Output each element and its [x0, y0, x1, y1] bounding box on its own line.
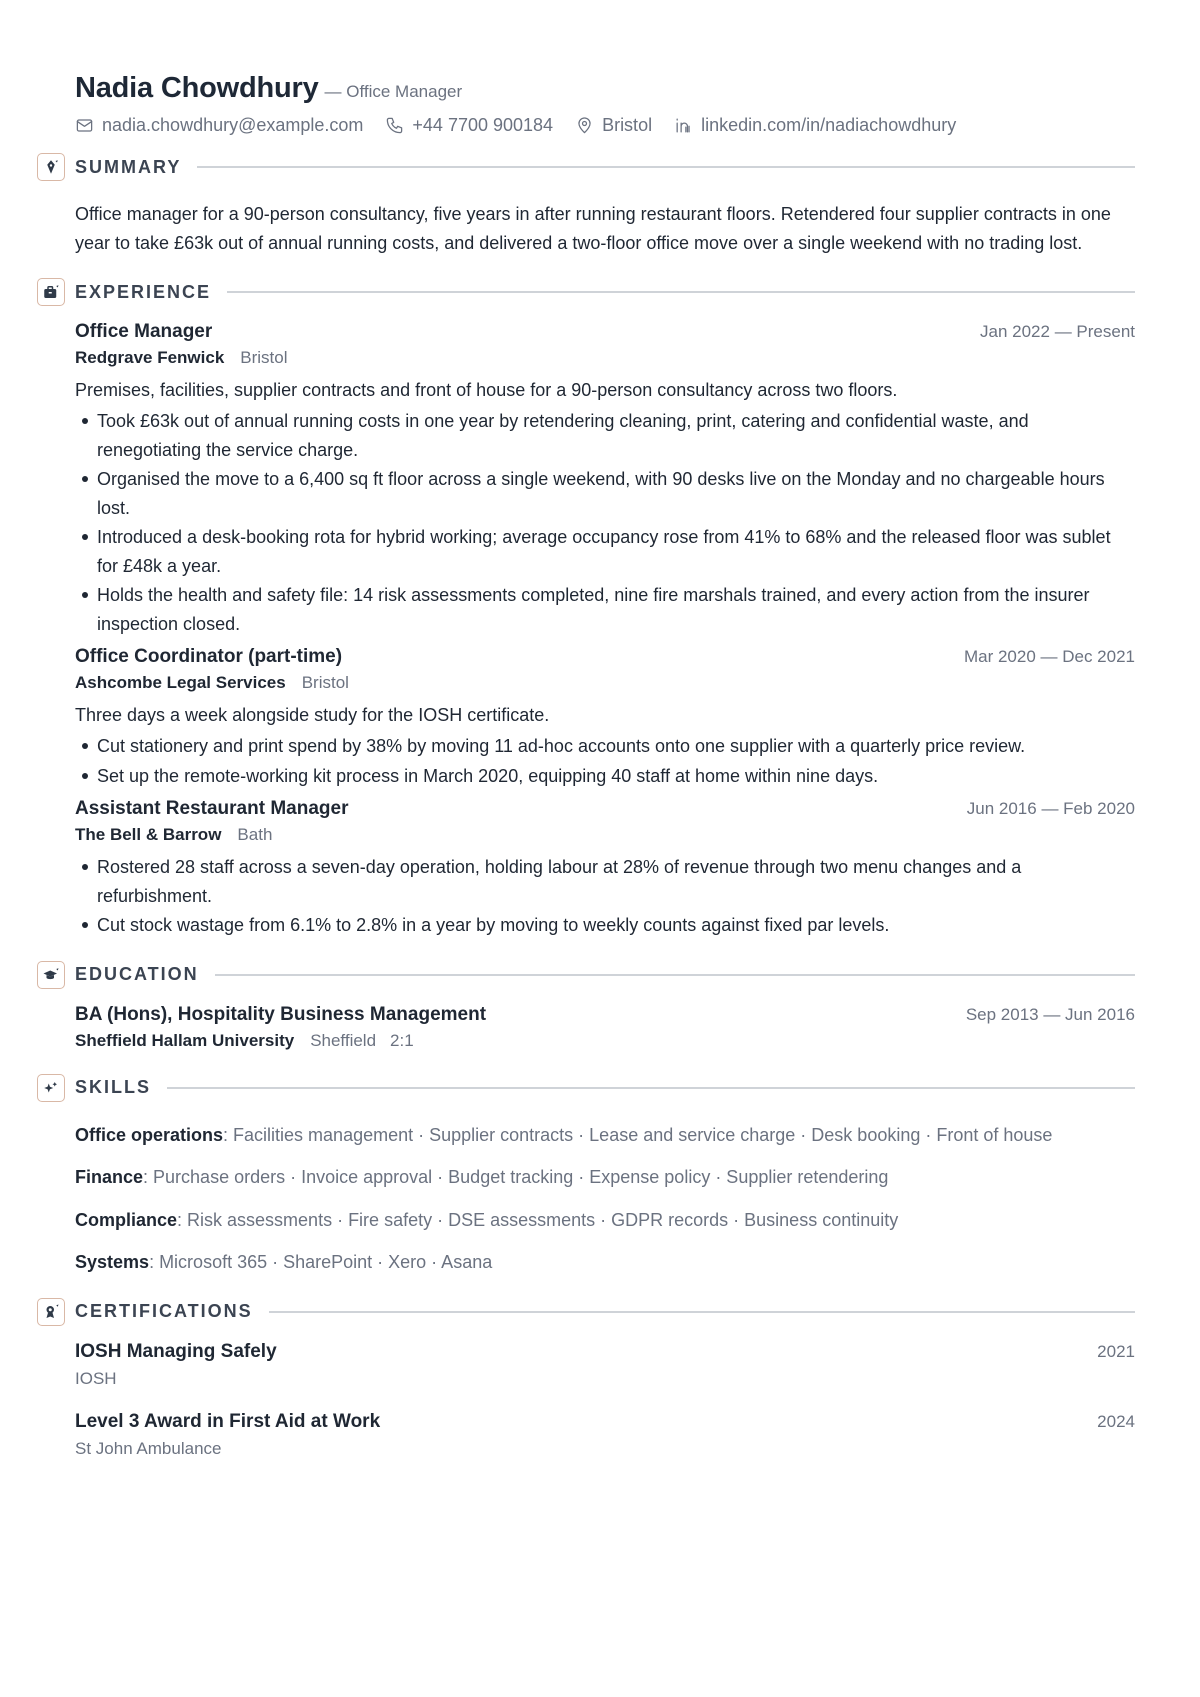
skill-group: [75, 1248, 1135, 1277]
certification-name: IOSH Managing Safely: [75, 1340, 277, 1362]
school-location: Sheffield: [310, 1030, 377, 1050]
skill-group-items: : Risk assessments · Fire safety · DSE assessments · GDPR records · Business continuity: [177, 1209, 899, 1230]
section-divider: [269, 1311, 1135, 1313]
certification-issuer: St John Ambulance: [75, 1438, 222, 1458]
bullet-item: Took £63k out of annual running costs in one year by retendering cleaning, print, catering and confidential waste, and renegotiating the service charge.: [75, 407, 1135, 464]
graduation-cap-icon: [37, 961, 65, 989]
job-title: Office Manager: [75, 321, 213, 342]
section-divider: [227, 291, 1135, 293]
job-entry: [75, 646, 1135, 790]
section-certifications: [75, 1297, 1135, 1459]
section-divider: [215, 974, 1135, 976]
section-header: [75, 1073, 1135, 1103]
section-divider: [167, 1087, 1135, 1089]
job-dates: Jun 2016 — Feb 2020: [966, 799, 1135, 818]
header: [75, 72, 1135, 105]
certification-entry: [75, 1411, 1135, 1459]
briefcase-icon: [37, 278, 65, 306]
certification-year: 2021: [1097, 1341, 1135, 1361]
phone-text: +44 7700 900184: [412, 115, 554, 135]
contact-location: [575, 115, 652, 136]
job-location: Bristol: [301, 673, 349, 692]
job-entry: [75, 321, 1135, 638]
skill-group: [75, 1163, 1135, 1192]
bullet-item: Holds the health and safety file: 14 risk assessments completed, nine fire marshals trained, and every action from the insurer inspection closed.: [75, 581, 1135, 638]
skill-group: [75, 1206, 1135, 1235]
section-title: SUMMARY: [75, 156, 182, 177]
job-dates: Jan 2022 — Present: [980, 322, 1135, 341]
resume-page: [75, 72, 1135, 1459]
job-bullets: [75, 407, 1135, 638]
section-title: EDUCATION: [75, 964, 199, 984]
job-entry: [75, 798, 1135, 940]
mail-icon: [75, 116, 94, 135]
bullet-item: Cut stationery and print spend by 38% by moving 11 ad-hoc accounts onto one supplier with a quarterly price review.: [75, 732, 1135, 761]
skill-group-items: : Purchase orders · Invoice approval · Budget tracking · Expense policy · Supplier retendering: [143, 1167, 889, 1187]
job-title: Office Coordinator (part-time): [75, 646, 343, 667]
skill-group-label: Office operations: [75, 1124, 224, 1145]
skill-group-items: : Facilities management · Supplier contracts · Lease and service charge · Desk booking · Front of house: [223, 1124, 1053, 1145]
section-summary: [75, 152, 1135, 257]
candidate-role: — Office Manager: [324, 82, 463, 101]
section-divider: [197, 166, 1135, 168]
skill-group: [75, 1121, 1135, 1150]
degree: BA (Hons), Hospitality Business Management: [75, 1003, 487, 1025]
education-dates: Sep 2013 — Jun 2016: [965, 1004, 1135, 1024]
contact-email[interactable]: [75, 115, 363, 136]
job-location: Bath: [237, 825, 273, 844]
job-bullets: [75, 732, 1135, 790]
bullet-item: Set up the remote-working kit process in March 2020, equipping 40 staff at home within nine days.: [75, 762, 1135, 791]
section-title: EXPERIENCE: [75, 281, 212, 302]
candidate-name: Nadia Chowdhury: [75, 72, 319, 104]
location-pin-icon: [575, 116, 594, 135]
email-text: nadia.chowdhury@example.com: [102, 115, 364, 135]
job-title: Assistant Restaurant Manager: [75, 798, 349, 819]
job-dates: Mar 2020 — Dec 2021: [963, 647, 1135, 666]
summary-text: Office manager for a 90-person consultancy, five years in after running restaurant floors. Retendered four supplier contracts in one year to take £63k out of annual running costs, and delivered a two-floor office move over a single weekend with no trading lost.: [75, 204, 1111, 253]
employer: Redgrave Fenwick: [75, 348, 225, 367]
job-bullets: [75, 853, 1135, 940]
section-title: CERTIFICATIONS: [75, 1301, 253, 1321]
pen-nib-icon: [37, 153, 65, 181]
education-entry: [75, 1004, 1135, 1051]
school: Sheffield Hallam University: [75, 1030, 295, 1050]
bullet-item: Introduced a desk-booking rota for hybrid working; average occupancy rose from 41% to 68% and the released floor was sublet for £48k a year.: [75, 523, 1135, 580]
linkedin-text: linkedin.com/in/nadiachowdhury: [701, 115, 957, 135]
employer: The Bell & Barrow: [75, 825, 222, 844]
sparkle-icon: [37, 1074, 65, 1102]
skill-group-label: Finance: [75, 1167, 144, 1187]
certification-name: Level 3 Award in First Aid at Work: [75, 1410, 381, 1432]
certification-entry: [75, 1341, 1135, 1389]
section-header: [75, 277, 1135, 307]
bullet-item: Organised the move to a 6,400 sq ft floor across a single weekend, with 90 desks live on the Monday and no chargeable hours lost.: [75, 465, 1135, 522]
contact-linkedin[interactable]: [674, 115, 956, 136]
grade: 2:1: [390, 1030, 414, 1050]
contact-phone[interactable]: [385, 115, 553, 136]
section-education: [75, 960, 1135, 1051]
phone-icon: [385, 116, 404, 135]
job-location: Bristol: [240, 348, 288, 367]
certification-issuer: IOSH: [75, 1368, 117, 1388]
skill-group-label: Systems: [75, 1252, 150, 1272]
section-header: [75, 1297, 1135, 1327]
section-experience: [75, 277, 1135, 940]
employer: Ashcombe Legal Services: [75, 673, 286, 692]
section-title: SKILLS: [75, 1077, 152, 1097]
job-description: Three days a week alongside study for the IOSH certificate.: [75, 705, 550, 725]
location-text: Bristol: [602, 115, 653, 135]
skill-group-items: : Microsoft 365 · SharePoint · Xero · Asana: [149, 1252, 493, 1272]
certification-year: 2024: [1097, 1411, 1135, 1431]
bullet-item: Rostered 28 staff across a seven-day operation, holding labour at 28% of revenue through two menu changes and a refurbishment.: [75, 853, 1135, 910]
section-header: [75, 152, 1135, 182]
bullet-item: Cut stock wastage from 6.1% to 2.8% in a year by moving to weekly counts against fixed par levels.: [75, 911, 1135, 940]
job-description: Premises, facilities, supplier contracts and front of house for a 90-person consultancy across two floors.: [75, 380, 898, 400]
skills-list: [75, 1121, 1135, 1277]
linkedin-icon: [674, 116, 693, 135]
award-ribbon-icon: [37, 1298, 65, 1326]
contact-bar: [75, 115, 1135, 136]
section-skills: [75, 1073, 1135, 1277]
skill-group-label: Compliance: [75, 1209, 178, 1230]
section-header: [75, 960, 1135, 990]
